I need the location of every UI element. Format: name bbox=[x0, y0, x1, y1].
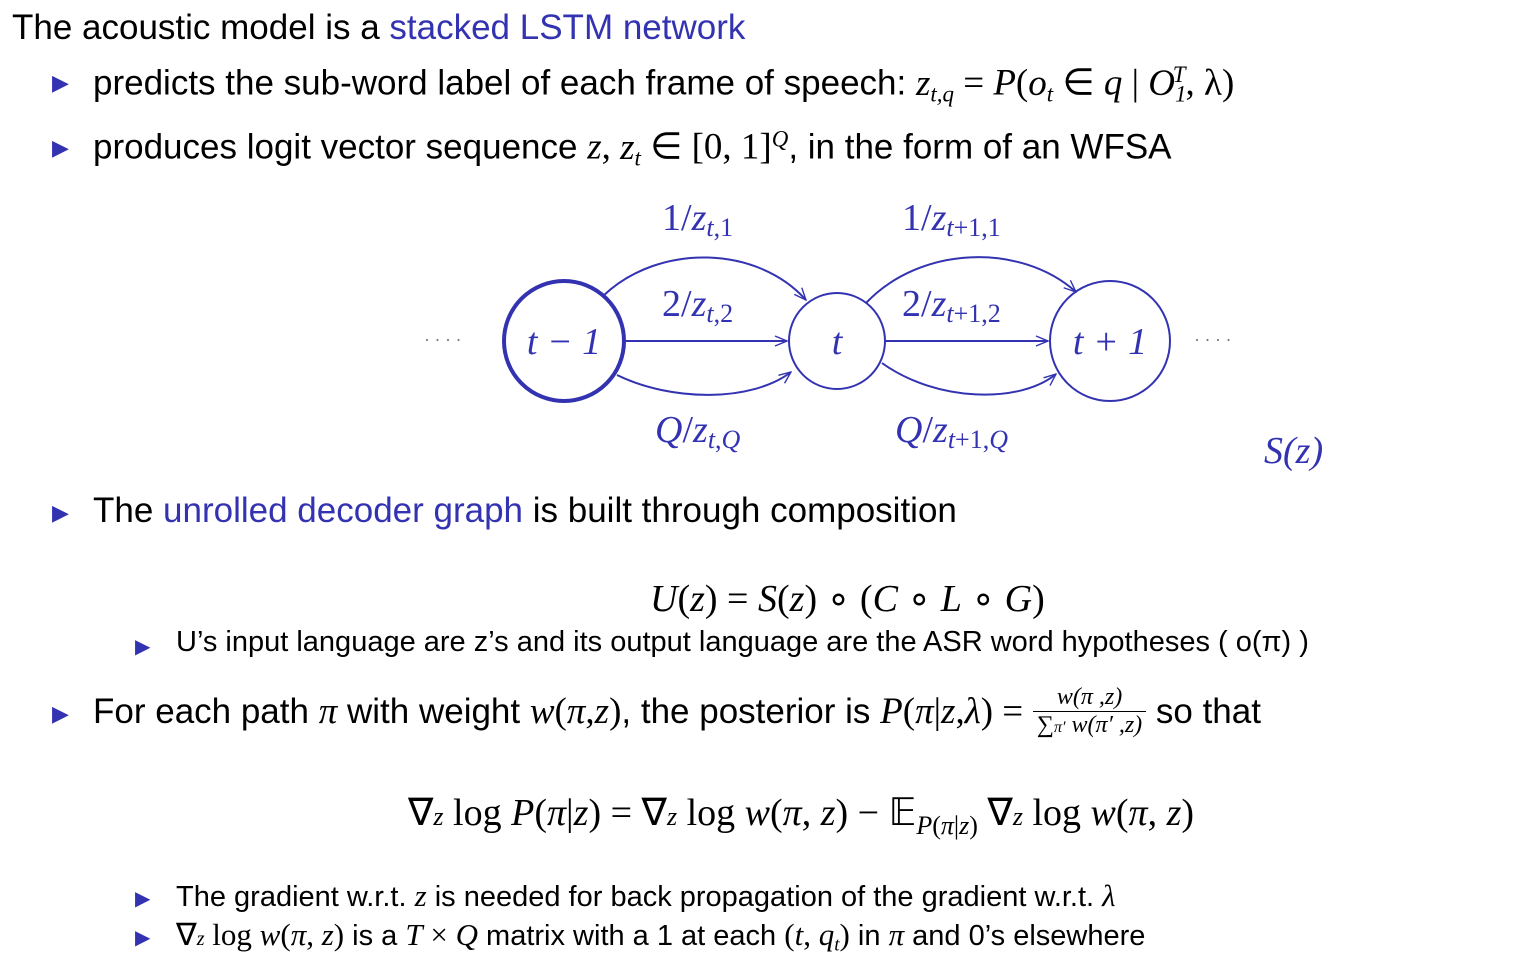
bullet-3-prefix: The bbox=[93, 491, 164, 530]
sub-bullet-3-t2: matrix with a 1 at each bbox=[478, 920, 785, 952]
sub-bullet-3-t3: in bbox=[849, 920, 889, 952]
bullet-3 bbox=[93, 493, 957, 528]
sub-bullet-icon: ▶ bbox=[135, 927, 151, 949]
bullet-1-text: predicts the sub-word label of each frame of speech: bbox=[93, 63, 916, 103]
arc-right-bot bbox=[882, 363, 1056, 395]
state-label-t-plus-1: t + 1 bbox=[1072, 321, 1148, 363]
dots-left: · · · · bbox=[424, 330, 462, 350]
sub-bullet-icon: ▶ bbox=[135, 888, 151, 910]
bullet-1: predicts the sub-word label of each frame of speech: zt,q = P(ot ∈ q | $O1^T$, λ) bbox=[93, 62, 1235, 107]
sub-bullet-1: U’s input language are z’s and its output language are the ASR word hypotheses ( o(π) ) bbox=[176, 626, 1309, 658]
sub-bullet-2: The gradient w.r.t. z is needed for back propagation of the gradient w.r.t. λ bbox=[176, 878, 1116, 913]
bullet-4-t2: with weight bbox=[346, 691, 521, 731]
bullet-4: For each path π with weight w ( π , z ) , the posterior is P ( π | z , λ ) = $\frac{w(\pi ,z)}{\sum\pi' w(\pi' ,z)}$ so that bbox=[93, 684, 1261, 738]
state-label-t-minus-1: t − 1 bbox=[526, 321, 602, 363]
sub-bullet-3: ∇z log w(π, z) is a T × Q matrix with a 1 at each (t, qt) in π and 0’s elsewhere bbox=[176, 917, 1146, 956]
arc-label-right-2: 2/zt+1,2 bbox=[902, 283, 1001, 328]
intro-highlight: stacked LSTM network bbox=[389, 8, 746, 47]
sub-bullet-2-t1: The gradient w.r.t. bbox=[176, 881, 415, 913]
arc-left-bot bbox=[617, 372, 791, 395]
sub-bullet-3-t4: and 0’s elsewhere bbox=[904, 920, 1146, 952]
state-label-t: t bbox=[831, 321, 843, 363]
arc-label-left-q: Q/zt,Q bbox=[655, 409, 741, 454]
wfsa-diagram bbox=[0, 0, 1516, 480]
intro-text: The acoustic model is a bbox=[12, 8, 390, 47]
sub-bullet-icon: ▶ bbox=[135, 636, 151, 658]
sub-bullet-3-t1: is a bbox=[344, 920, 406, 952]
bullet-2: produces logit vector sequence z, zt ∈ [0, 1]$^Q$, in the form of an WFSA bbox=[93, 126, 1172, 171]
bullet-3-suffix: is built through composition bbox=[523, 491, 957, 530]
arc-label-right-1: 1/zt+1,1 bbox=[902, 197, 1001, 242]
bullet-icon: ▶ bbox=[52, 135, 69, 160]
equation-gradient: ∇z log P(π|z) = ∇z log w(π, z) − 𝔼$_{P(\pi|z)}$ ∇z log w(π, z) bbox=[408, 792, 1195, 841]
bullet-4-t1: For each path bbox=[93, 691, 309, 731]
wfsa-label: S(z) bbox=[1264, 430, 1324, 472]
arc-label-left-2: 2/zt,2 bbox=[662, 283, 734, 328]
posterior-fraction: $\frac{w(\pi ,z)}{\sum\pi' w(\pi' ,z)}$ bbox=[1033, 684, 1146, 738]
bullet-2-suffix: , in the form of an WFSA bbox=[788, 127, 1172, 167]
bullet-4-t4: so that bbox=[1155, 691, 1261, 731]
arc-label-right-q: Q/zt+1,Q bbox=[895, 409, 1008, 454]
dots-right: · · · · bbox=[1194, 330, 1232, 350]
sub-bullet-2-t2: is needed for back propagation of the gradient w.r.t. bbox=[434, 881, 1103, 913]
bullet-2-text: produces logit vector sequence bbox=[93, 127, 588, 167]
arc-label-left-1: 1/zt,1 bbox=[662, 197, 734, 242]
equation-composition: U(z) = S(z) ∘ (C ∘ L ∘ G) bbox=[650, 578, 1045, 620]
bullet-icon: ▶ bbox=[52, 500, 69, 525]
bullet-3-highlight: unrolled decoder graph bbox=[163, 491, 524, 530]
bullet-4-t3: , the posterior is bbox=[621, 691, 871, 731]
bullet-icon: ▶ bbox=[52, 70, 69, 95]
arc-right-top bbox=[866, 257, 1076, 303]
bullet-icon: ▶ bbox=[52, 701, 69, 726]
